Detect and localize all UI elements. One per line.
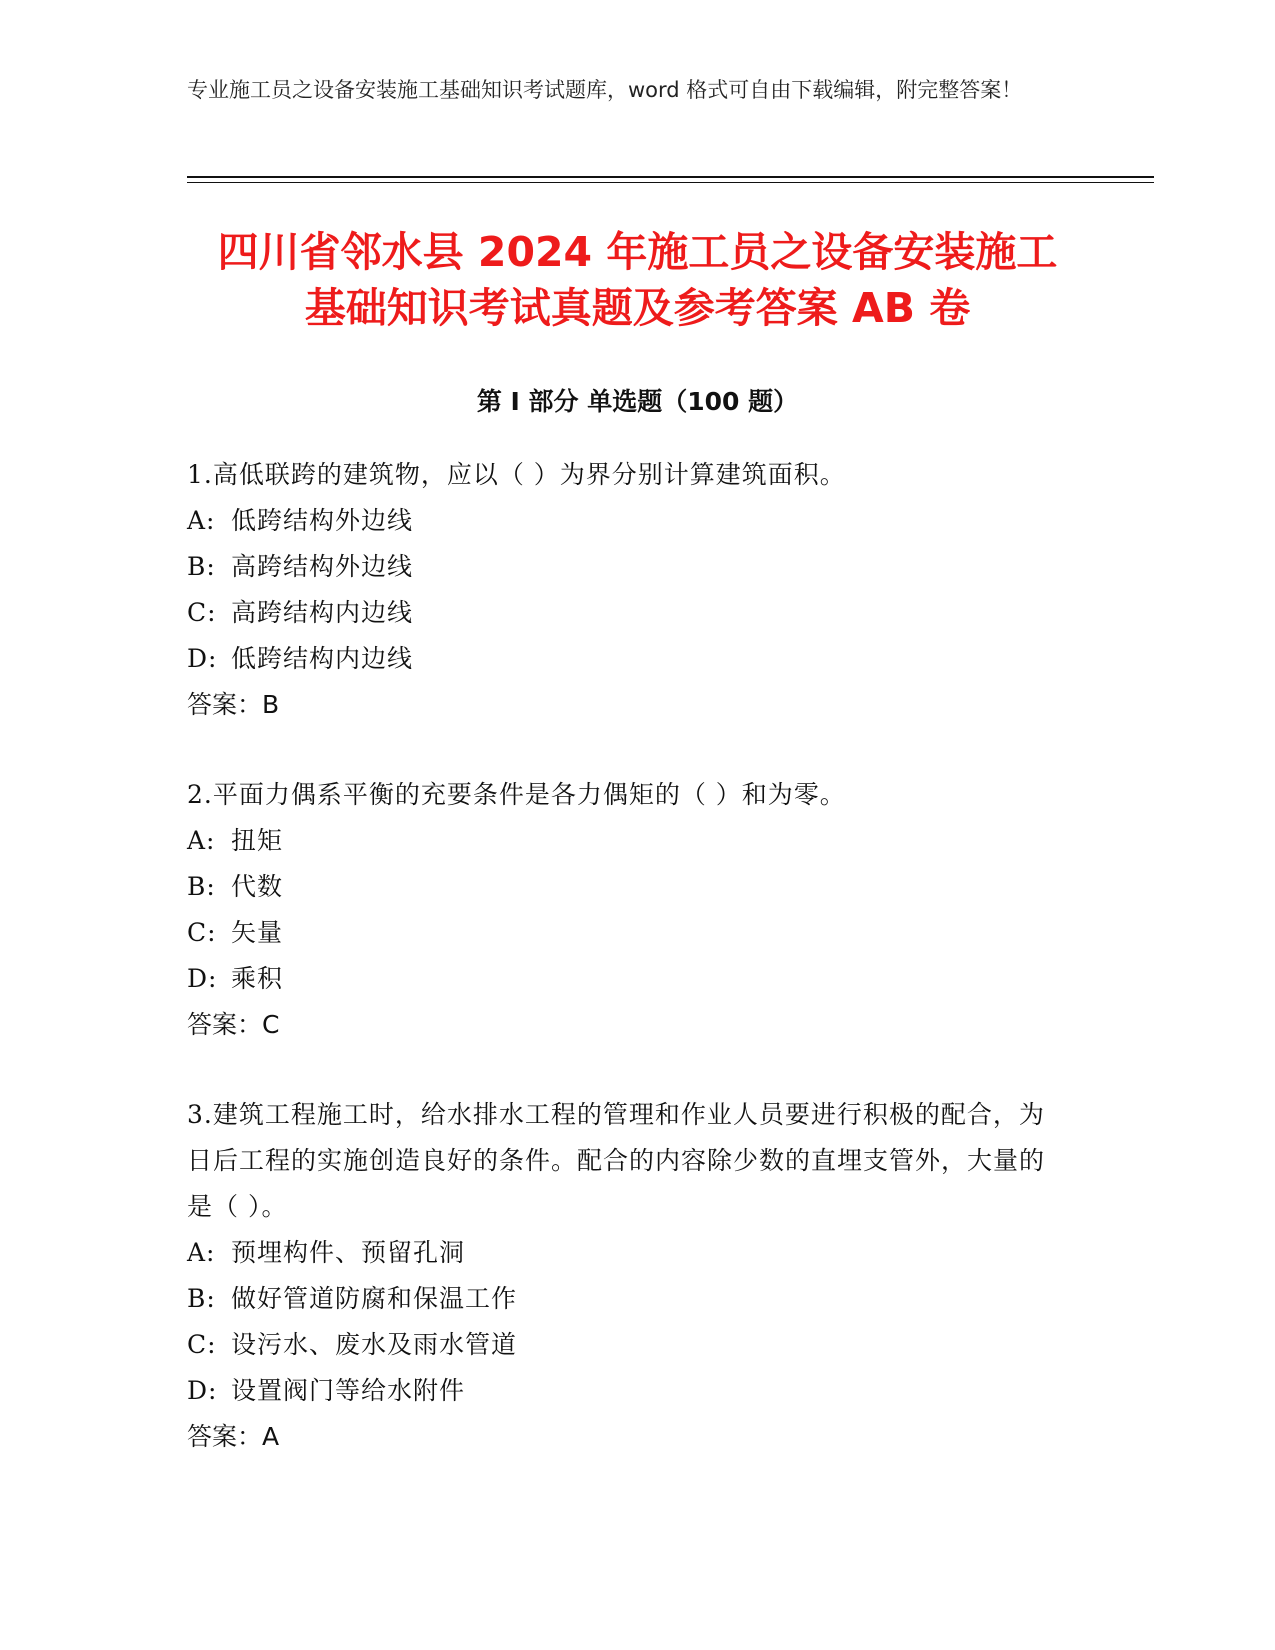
option-d: [187, 956, 1067, 1002]
option-letter: C:: [187, 598, 217, 627]
option-a: [187, 818, 1067, 864]
option-letter: A:: [187, 1238, 216, 1267]
answer: 答案：C: [187, 1010, 280, 1039]
option-text: 乘积: [231, 964, 284, 993]
option-letter: C:: [187, 1330, 217, 1359]
title-line-2: 基础知识考试真题及参考答案 AB 卷: [304, 284, 971, 332]
question-1: [187, 452, 1067, 728]
option-text: 高跨结构内边线: [231, 598, 414, 627]
question-stem: 2.平面力偶系平衡的充要条件是各力偶矩的（ ）和为零。: [187, 780, 846, 809]
option-text: 设污水、废水及雨水管道: [231, 1330, 518, 1359]
answer: 答案：A: [187, 1422, 280, 1451]
option-letter: D:: [187, 644, 218, 673]
option-text: 预埋构件、预留孔洞: [231, 1238, 466, 1267]
option-b: [187, 864, 1067, 910]
header-divider-thick: [187, 176, 1154, 178]
option-text: 低跨结构内边线: [231, 644, 414, 673]
option-text: 低跨结构外边线: [231, 506, 414, 535]
option-b: [187, 544, 1067, 590]
option-letter: C:: [187, 918, 217, 947]
header-divider-thin: [187, 182, 1154, 183]
header-note: 专业施工员之设备安装施工基础知识考试题库，word 格式可自由下载编辑，附完整答案！: [187, 78, 1023, 102]
option-c: [187, 590, 1067, 636]
question-stem: 3.建筑工程施工时，给水排水工程的管理和作业人员要进行积极的配合，为日后工程的实施创造良好的条件。配合的内容除少数的直埋支管外，大量的是（ ）。: [187, 1100, 1046, 1221]
title-line-1: 四川省邻水县 2024 年施工员之设备安装施工: [217, 228, 1058, 276]
option-letter: D:: [187, 1376, 218, 1405]
option-text: 矢量: [231, 918, 284, 947]
question-3: [187, 1092, 1067, 1460]
option-text: 设置阀门等给水附件: [231, 1376, 466, 1405]
option-letter: A:: [187, 826, 216, 855]
option-letter: A:: [187, 506, 216, 535]
option-d: [187, 636, 1067, 682]
option-text: 扭矩: [231, 826, 284, 855]
option-letter: B:: [187, 1284, 216, 1313]
document-title: [150, 224, 1125, 336]
option-letter: D:: [187, 964, 218, 993]
option-text: 做好管道防腐和保温工作: [231, 1284, 518, 1313]
section-title: 第 I 部分 单选题（100 题）: [476, 387, 799, 416]
question-stem: 1.高低联跨的建筑物，应以（ ）为界分别计算建筑面积。: [187, 460, 846, 489]
option-text: 代数: [231, 872, 284, 901]
option-b: [187, 1276, 1067, 1322]
option-text: 高跨结构外边线: [231, 552, 414, 581]
option-letter: B:: [187, 872, 216, 901]
option-c: [187, 1322, 1067, 1368]
answer: 答案：B: [187, 690, 280, 719]
option-d: [187, 1368, 1067, 1414]
option-a: [187, 498, 1067, 544]
question-2: [187, 772, 1067, 1048]
option-c: [187, 910, 1067, 956]
option-a: [187, 1230, 1067, 1276]
option-letter: B:: [187, 552, 216, 581]
